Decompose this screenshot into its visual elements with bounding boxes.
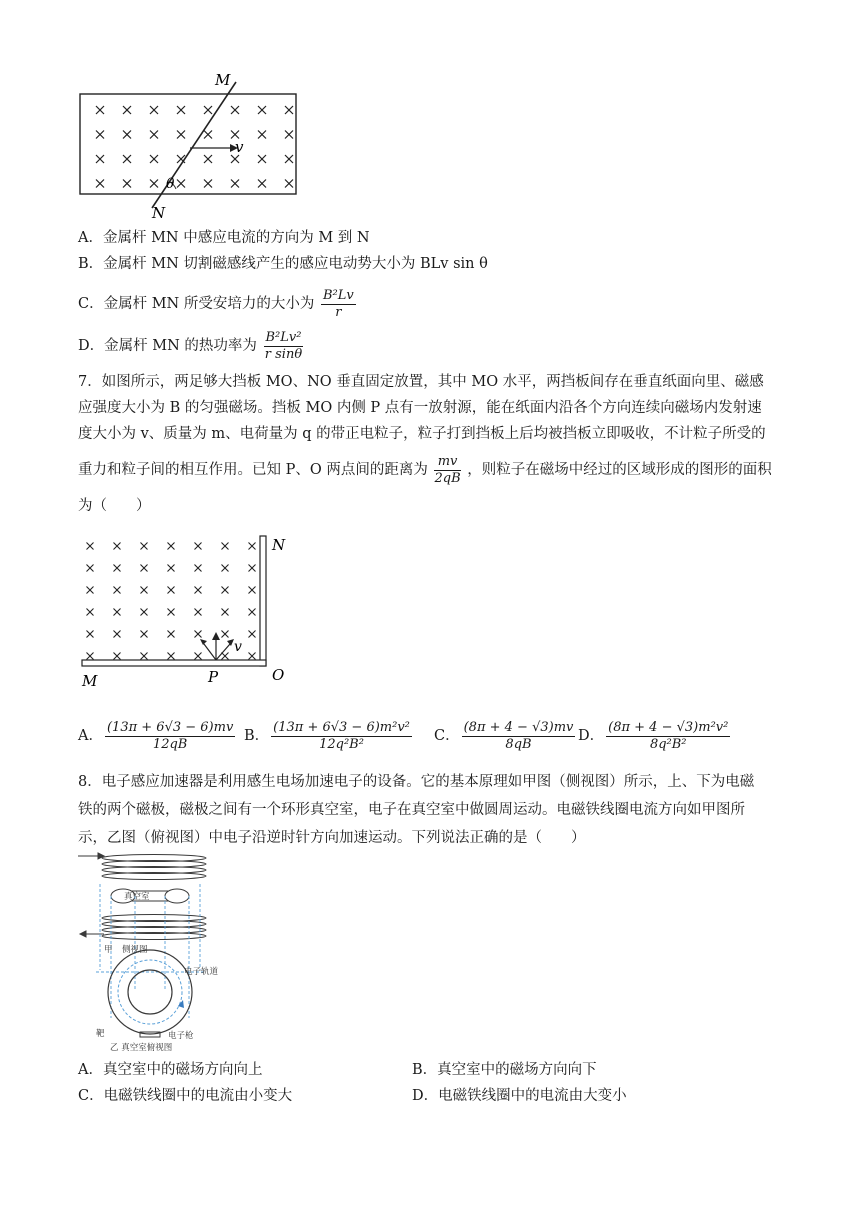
q6-option-c-den: r — [335, 304, 342, 320]
q8-stem-line-3: 示，乙图（俯视图）中电子沿逆时针方向加速运动。下列说法正确的是（ ） — [78, 830, 586, 846]
q8-option-b: B．真空室中的磁场方向向下 — [412, 1062, 597, 1078]
q7-label-N: N — [272, 536, 286, 554]
q7-option-b — [244, 712, 414, 760]
q8-option-c: C．电磁铁线圈中的电流由小变大 — [78, 1088, 293, 1104]
q8-figure — [76, 850, 226, 1056]
q7-option-d-den: 8q²B² — [649, 736, 687, 752]
q6-option-c-text: C．金属杆 MN 所受安培力的大小为 — [78, 296, 315, 312]
q7-option-a — [78, 712, 237, 760]
q7-option-b-fraction — [271, 720, 412, 753]
q7-option-c-label: C． — [434, 728, 460, 744]
q7-option-c — [434, 712, 577, 760]
q7-options — [78, 712, 790, 760]
q7-stem-fraction-den: 2qB — [434, 470, 461, 486]
q7-stem-line-4a: 重力和粒子间的相互作用。已知 P、O 两点间的距离为 — [78, 462, 428, 478]
q8-label-side: 侧视图 — [122, 945, 148, 955]
q7-option-b-num: (13π + 6√3 − 6)m²v² — [273, 719, 410, 735]
q7-stem-line-3: 度大小为 v、质量为 m、电荷量为 q 的带正电粒子，粒子打到挡板上后均被挡板立即吸收，不计粒子所受的 — [78, 426, 766, 442]
q7-option-c-den: 8qB — [505, 736, 532, 752]
q6-label-M: M — [215, 71, 231, 89]
q7-option-b-label: B． — [244, 728, 270, 744]
q7-option-d-num: (8π + 4 − √3)m²v² — [608, 719, 729, 735]
q7-option-a-den: 12qB — [152, 736, 188, 752]
q6-option-a: A．金属杆 MN 中感应电流的方向为 M 到 N — [78, 230, 370, 246]
q8-label-top: 乙 真空室俯视图 — [110, 1043, 173, 1053]
q6-option-c-num: B²Lv — [322, 287, 354, 303]
q8-stem-line-1: 8．电子感应加速器是利用感生电场加速电子的设备。它的基本原理如甲图（侧视图）所示，上、下为电磁 — [78, 774, 755, 790]
q6-option-b: B．金属杆 MN 切割磁感线产生的感应电动势大小为 BLv sin θ — [78, 256, 488, 272]
q7-label-v: v — [234, 639, 242, 655]
q7-option-a-fraction — [105, 720, 235, 753]
q7-option-d — [578, 712, 732, 760]
q6-option-d-den: r sinθ — [264, 346, 303, 362]
q7-label-O: O — [272, 666, 285, 684]
q7-label-M: M — [82, 672, 98, 688]
q7-stem-fraction-num: mv — [434, 454, 460, 471]
q8-label-jia: 甲 — [104, 945, 113, 955]
q7-stem-line-4 — [78, 452, 790, 488]
q6-option-c — [78, 284, 790, 324]
q8-option-d: D．电磁铁线圈中的电流由大变小 — [412, 1088, 627, 1104]
q7-option-c-num: (8π + 4 − √3)mv — [463, 719, 574, 735]
q7-stem-line-5: 为（ ） — [78, 498, 151, 514]
q6-label-N: N — [152, 204, 166, 220]
q6-option-d-fraction — [264, 330, 304, 363]
q7-option-c-fraction — [462, 720, 576, 753]
q8-label-gun: 电子枪 — [168, 1031, 194, 1041]
q7-stem-line-1: 7．如图所示，两足够大挡板 MO、NO 垂直固定放置，其中 MO 水平，两挡板间存在垂直纸面向里、磁感 — [78, 374, 764, 390]
q6-option-d-text: D．金属杆 MN 的热功率为 — [78, 338, 257, 354]
q8-option-a: A．真空室中的磁场方向向上 — [78, 1062, 263, 1078]
q6-label-v: v — [235, 138, 244, 156]
q7-stem-fraction — [434, 454, 460, 487]
q7-option-d-label: D． — [578, 728, 605, 744]
q6-option-d-num: B²Lv² — [265, 329, 302, 345]
q6-option-c-fraction — [321, 288, 356, 321]
q7-stem-line-2: 应强度大小为 B 的匀强磁场。挡板 MO 内侧 P 点有一放射源，能在纸面内沿各个方向连续向磁场内发射速 — [78, 400, 762, 416]
q7-figure — [76, 528, 296, 688]
q8-label-orbit: 电子轨道 — [184, 967, 219, 977]
q7-option-a-label: A． — [78, 728, 103, 744]
q6-option-d — [78, 326, 790, 366]
q6-label-theta: θ — [166, 176, 175, 192]
q7-option-a-num: (13π + 6√3 − 6)mv — [106, 719, 234, 735]
q8-stem-line-2: 铁的两个磁极，磁极之间有一个环形真空室，电子在真空室中做圆周运动。电磁铁线圈电流方向如甲图所 — [78, 802, 745, 818]
q7-option-b-den: 12q²B² — [319, 736, 364, 752]
q8-label-vacuum: 真空室 — [124, 892, 150, 902]
q6-figure — [70, 70, 310, 220]
q7-option-d-fraction — [606, 720, 730, 753]
q7-stem-line-4b: ，则粒子在磁场中经过的区域形成的图形的面积 — [467, 462, 772, 478]
q8-label-target: 靶 — [96, 1029, 105, 1039]
q7-label-P: P — [208, 668, 219, 686]
